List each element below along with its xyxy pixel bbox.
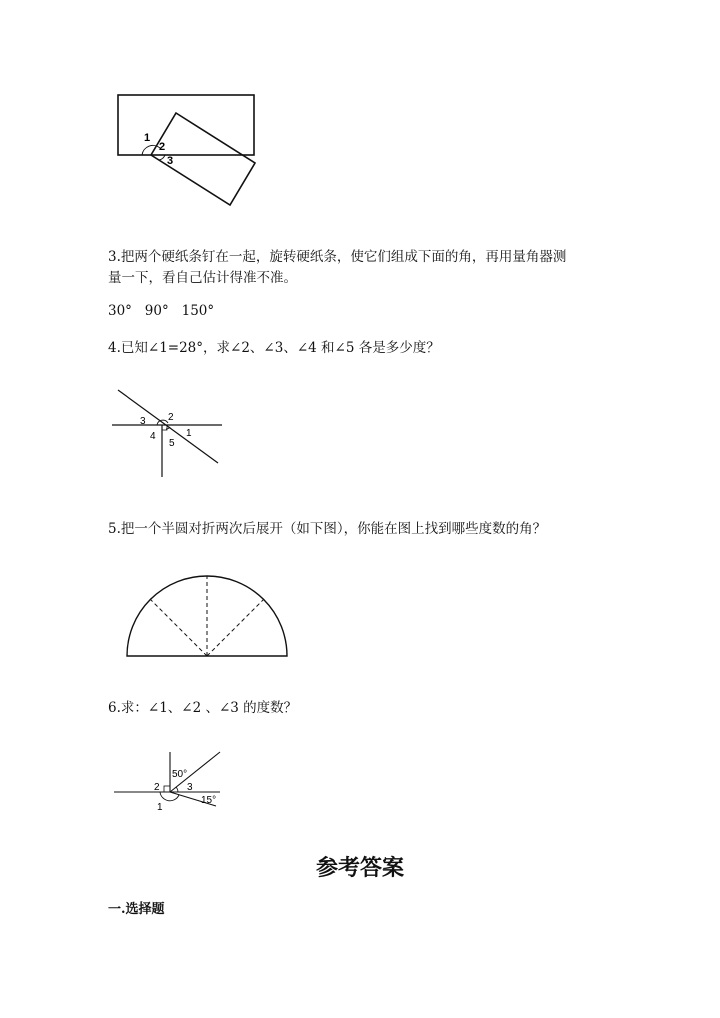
answers-title: 参考答案 bbox=[315, 855, 404, 881]
figure-angles bbox=[112, 748, 227, 818]
label-5: 5 bbox=[169, 438, 175, 449]
question-3-line-2: 量一下，看自己估计得准不准。 bbox=[108, 270, 297, 286]
label-2: 2 bbox=[159, 141, 166, 153]
fold-line-right bbox=[207, 599, 264, 656]
angle-arc-3 bbox=[176, 787, 178, 792]
label-3: 3 bbox=[140, 416, 146, 427]
fold-line-left bbox=[150, 599, 207, 656]
question-4-text: 4.已知∠1=28°，求∠2、∠3、∠4 和∠5 各是多少度？ bbox=[108, 340, 440, 356]
section-heading: 一.选择题 bbox=[108, 902, 165, 917]
right-angle-mark bbox=[164, 786, 170, 792]
label-2: 2 bbox=[154, 782, 160, 793]
label-3: 3 bbox=[187, 782, 193, 793]
label-1: 1 bbox=[157, 802, 163, 813]
label-1: 1 bbox=[144, 132, 151, 144]
label-1: 1 bbox=[186, 428, 192, 439]
question-5-text: 5.把一个半圆对折两次后展开（如下图），你能在图上找到哪些度数的角？ bbox=[108, 521, 547, 537]
label-2: 2 bbox=[168, 412, 174, 423]
label-50-degrees: 50° bbox=[172, 769, 188, 780]
slanted-line bbox=[118, 390, 218, 463]
label-15-degrees: 15° bbox=[201, 795, 217, 806]
figure-semicircle bbox=[120, 568, 295, 663]
question-3-line-1: 3.把两个硬纸条钉在一起，旋转硬纸条，使它们组成下面的角，再用量角器测 bbox=[108, 249, 567, 265]
figure-intersecting-lines bbox=[110, 385, 225, 480]
question-6-text: 6.求：∠1、∠2 、∠3 的度数？ bbox=[108, 700, 298, 716]
semicircle-outline bbox=[127, 576, 287, 656]
question-3-angles: 30° 90° 150° bbox=[108, 303, 215, 319]
label-4: 4 bbox=[150, 431, 156, 442]
label-3: 3 bbox=[167, 155, 174, 167]
figure-rectangles bbox=[110, 88, 270, 213]
fixed-rectangle bbox=[118, 95, 254, 155]
